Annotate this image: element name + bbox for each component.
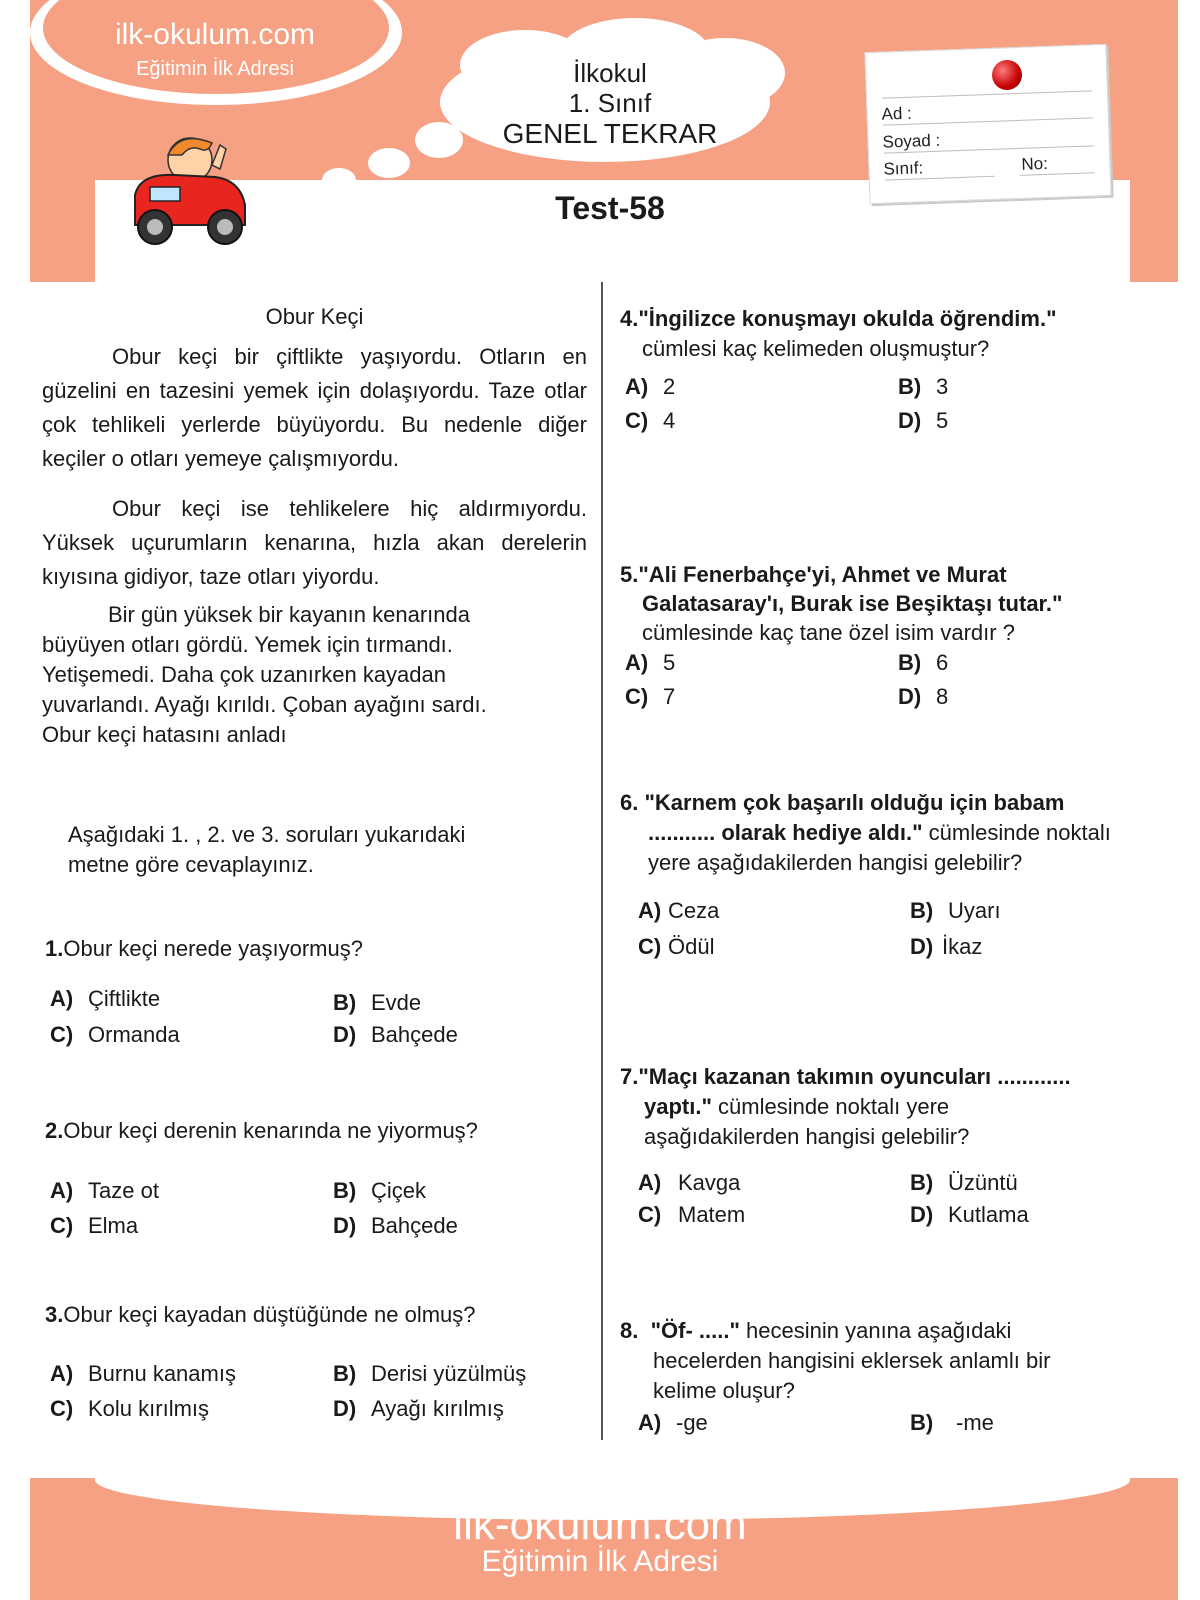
passage-line: büyüyen otları gördü. Yemek için tırmandı. bbox=[42, 632, 453, 657]
option-text: Taze ot bbox=[88, 1178, 159, 1203]
push-pin-icon bbox=[992, 60, 1022, 90]
option-text: Bahçede bbox=[371, 1022, 458, 1047]
thought-puff bbox=[286, 188, 314, 208]
option-b[interactable] bbox=[898, 650, 948, 676]
option-letter: C) bbox=[638, 1202, 662, 1227]
footer-site[interactable]: ilk-okulum.com bbox=[453, 1500, 747, 1549]
option-letter: C) bbox=[50, 1213, 74, 1238]
question-number: 1. bbox=[45, 936, 64, 961]
question-6 bbox=[620, 788, 1180, 878]
school-level: İlkokul bbox=[573, 58, 647, 88]
column-divider bbox=[601, 282, 603, 1456]
option-letter: D) bbox=[910, 934, 934, 959]
option-text: 6 bbox=[936, 650, 949, 675]
option-a[interactable] bbox=[638, 1410, 708, 1436]
option-a[interactable] bbox=[638, 1170, 740, 1196]
question-text: aşağıdakilerden hangisi gelebilir? bbox=[644, 1124, 970, 1149]
card-line bbox=[882, 90, 1092, 98]
option-a[interactable] bbox=[625, 650, 675, 676]
question-2 bbox=[45, 1116, 478, 1146]
question-number: 8. bbox=[620, 1318, 639, 1343]
option-text: Üzüntü bbox=[948, 1170, 1018, 1195]
option-letter: A) bbox=[625, 650, 649, 675]
option-letter: D) bbox=[333, 1022, 357, 1047]
option-letter: A) bbox=[625, 374, 649, 399]
option-text: Bahçede bbox=[371, 1213, 458, 1238]
question-text: hecesinin yanına aşağıdaki bbox=[746, 1318, 1012, 1343]
option-b[interactable] bbox=[910, 898, 1001, 924]
question-number: 5. bbox=[620, 562, 639, 587]
option-text: Matem bbox=[678, 1202, 746, 1227]
logo-text: ilk-okulum.com bbox=[114, 18, 316, 51]
reading-passage bbox=[42, 300, 587, 610]
option-text: Kutlama bbox=[948, 1202, 1029, 1227]
question-text: cümlesinde noktalı bbox=[928, 820, 1111, 845]
option-letter: B) bbox=[333, 1178, 357, 1203]
passage-line: yuvarlandı. Ayağı kırıldı. Çoban ayağını sardı. bbox=[42, 692, 487, 717]
question-text: Obur keçi nerede yaşıyormuş? bbox=[63, 936, 363, 961]
question-text: kelime oluşur? bbox=[653, 1378, 795, 1403]
option-c[interactable] bbox=[638, 934, 714, 960]
question-number: 3. bbox=[45, 1302, 64, 1327]
option-text: İkaz bbox=[942, 934, 983, 959]
instruction-line: metne göre cevaplayınız. bbox=[68, 852, 314, 877]
option-letter: A) bbox=[638, 898, 662, 923]
instruction-line: Aşağıdaki 1. , 2. ve 3. soruları yukarıdaki bbox=[68, 822, 466, 847]
option-letter: B) bbox=[333, 990, 357, 1015]
option-letter: C) bbox=[638, 934, 662, 959]
passage-line: Yetişemedi. Daha çok uzanırken kayadan bbox=[42, 662, 446, 687]
option-letter: C) bbox=[625, 408, 649, 433]
option-a[interactable] bbox=[625, 374, 675, 400]
option-letter: C) bbox=[50, 1396, 74, 1421]
option-text: 2 bbox=[663, 374, 676, 399]
question-quote: "Maçı kazanan takımın oyuncuları ............ bbox=[638, 1064, 1071, 1089]
option-text: Kolu kırılmış bbox=[88, 1396, 210, 1421]
option-letter: A) bbox=[50, 1178, 74, 1203]
question-quote: yaptı." bbox=[644, 1094, 712, 1119]
option-letter: B) bbox=[898, 374, 922, 399]
question-number: 6. bbox=[620, 790, 639, 815]
option-letter: B) bbox=[333, 1361, 357, 1386]
passage-line: Obur keçi hatasını anladı bbox=[42, 722, 287, 747]
option-b[interactable] bbox=[898, 374, 948, 400]
question-text: Obur keçi kayadan düştüğünde ne olmuş? bbox=[63, 1302, 476, 1327]
option-text: Ceza bbox=[668, 898, 720, 923]
option-c[interactable] bbox=[50, 1022, 180, 1048]
option-text: Evde bbox=[371, 990, 422, 1015]
option-text: Uyarı bbox=[948, 898, 1001, 923]
option-text: Çiçek bbox=[371, 1178, 427, 1203]
option-text: -me bbox=[956, 1410, 994, 1435]
worksheet-title: GENEL TEKRAR bbox=[502, 118, 718, 149]
option-text: Burnu kanamış bbox=[88, 1361, 236, 1386]
option-d[interactable] bbox=[910, 1202, 1029, 1228]
option-c[interactable] bbox=[50, 1213, 138, 1239]
option-text: Çiftlikte bbox=[88, 986, 161, 1011]
question-quote: "Ali Fenerbahçe'yi, Ahmet ve Murat bbox=[638, 562, 1007, 587]
option-letter: B) bbox=[910, 898, 934, 923]
car-illustration bbox=[120, 125, 260, 255]
option-a[interactable] bbox=[50, 1178, 159, 1204]
option-letter: B) bbox=[910, 1410, 934, 1435]
option-text: Elma bbox=[88, 1213, 139, 1238]
question-quote: ........... olarak hediye aldı." bbox=[648, 820, 923, 845]
question-5 bbox=[620, 560, 1180, 647]
option-text: Ormanda bbox=[88, 1022, 180, 1047]
option-letter: D) bbox=[333, 1396, 357, 1421]
question-text: yere aşağıdakilerden hangisi gelebilir? bbox=[648, 850, 1023, 875]
option-d[interactable] bbox=[898, 684, 948, 710]
option-letter: D) bbox=[898, 684, 922, 709]
footer-subtitle: Eğitimin İlk Adresi bbox=[481, 1545, 719, 1578]
question-text: hecelerden hangisini eklersek anlamlı bir bbox=[653, 1348, 1051, 1373]
question-1 bbox=[45, 934, 363, 964]
question-quote: "Öf- ....." bbox=[650, 1318, 740, 1343]
passage-paragraph: Obur keçi bir çiftlikte yaşıyordu. Otların en güzelini en tazesini yemek için dolaşıyordu. Taze otlar çok tehlikeli yerlerde büyüyordu. Bu nedenle diğer keçiler o otları yemeye çalışmıyordu. bbox=[42, 344, 587, 471]
thought-puff bbox=[258, 205, 280, 221]
option-c[interactable] bbox=[638, 1202, 745, 1228]
passage-title: Obur Keçi bbox=[265, 304, 364, 329]
passage-paragraph bbox=[42, 600, 587, 750]
surname-label: Soyad : bbox=[882, 130, 941, 152]
question-3 bbox=[45, 1300, 476, 1330]
option-text: -ge bbox=[676, 1410, 708, 1435]
option-a[interactable] bbox=[638, 898, 719, 924]
option-letter: C) bbox=[50, 1022, 74, 1047]
question-quote: Galatasaray'ı, Burak ise Beşiktaşı tutar." bbox=[642, 591, 1063, 616]
question-7 bbox=[620, 1062, 1180, 1152]
thought-puff bbox=[322, 168, 356, 192]
option-b[interactable] bbox=[333, 1178, 426, 1204]
test-number: Test-58 bbox=[555, 190, 665, 226]
question-number: 2. bbox=[45, 1118, 64, 1143]
option-b[interactable] bbox=[910, 1410, 994, 1436]
option-text: 4 bbox=[663, 408, 676, 433]
option-letter: B) bbox=[898, 650, 922, 675]
logo-subtitle: Eğitimin İlk Adresi bbox=[136, 58, 294, 80]
option-b[interactable] bbox=[333, 990, 421, 1016]
question-8 bbox=[620, 1316, 1180, 1406]
option-text: 5 bbox=[663, 650, 676, 675]
option-d[interactable] bbox=[910, 934, 982, 960]
option-text: 8 bbox=[936, 684, 949, 709]
option-letter: D) bbox=[898, 408, 922, 433]
question-number: 7. bbox=[620, 1064, 639, 1089]
option-c[interactable] bbox=[625, 408, 675, 434]
option-text: Ayağı kırılmış bbox=[371, 1396, 504, 1421]
question-quote: "Karnem çok başarılı olduğu için babam bbox=[644, 790, 1065, 815]
question-text: cümlesinde noktalı yere bbox=[718, 1094, 950, 1119]
option-letter: A) bbox=[638, 1410, 662, 1435]
option-d[interactable] bbox=[333, 1213, 458, 1239]
option-letter: A) bbox=[50, 1361, 74, 1386]
thought-puff bbox=[368, 148, 410, 178]
question-text: cümlesinde kaç tane özel isim vardır ? bbox=[642, 620, 1015, 645]
option-d[interactable] bbox=[898, 408, 948, 434]
option-text: Derisi yüzülmüş bbox=[371, 1361, 527, 1386]
option-text: Kavga bbox=[678, 1170, 741, 1195]
card-line bbox=[883, 117, 1093, 125]
question-text: cümlesi kaç kelimeden oluşmuştur? bbox=[642, 336, 990, 361]
passage-line: Bir gün yüksek bir kayanın kenarında bbox=[108, 602, 470, 627]
question-text: Obur keçi derenin kenarında ne yiyormuş? bbox=[63, 1118, 478, 1143]
option-letter: B) bbox=[910, 1170, 934, 1195]
option-d[interactable] bbox=[333, 1396, 504, 1422]
passage-paragraph: Obur keçi ise tehlikelere hiç aldırmıyordu. Yüksek uçurumların kenarına, hızla akan derelerin kıyısına gidiyor, taze otları yiyordu. bbox=[42, 496, 587, 589]
option-b[interactable] bbox=[910, 1170, 1018, 1196]
option-letter: A) bbox=[50, 986, 74, 1011]
option-letter: A) bbox=[638, 1170, 662, 1195]
option-b[interactable] bbox=[333, 1361, 526, 1387]
option-text: 5 bbox=[936, 408, 949, 433]
option-letter: D) bbox=[910, 1202, 934, 1227]
option-text: 7 bbox=[663, 684, 676, 709]
student-info-card bbox=[864, 44, 1111, 204]
name-label: Ad : bbox=[881, 103, 913, 124]
question-quote: "İngilizce konuşmayı okulda öğrendim." bbox=[638, 306, 1057, 331]
option-c[interactable] bbox=[625, 684, 675, 710]
option-text: 3 bbox=[936, 374, 949, 399]
question-4 bbox=[620, 304, 1180, 364]
grade-level: 1. Sınıf bbox=[568, 88, 652, 118]
option-c[interactable] bbox=[50, 1396, 209, 1422]
question-number: 4. bbox=[620, 306, 639, 331]
class-label: Sınıf: bbox=[883, 158, 924, 179]
option-a[interactable] bbox=[50, 986, 160, 1012]
number-label: No: bbox=[1021, 153, 1049, 174]
option-letter: C) bbox=[625, 684, 649, 709]
option-text: Ödül bbox=[668, 934, 715, 959]
option-d[interactable] bbox=[333, 1022, 458, 1048]
instruction bbox=[68, 820, 465, 880]
option-a[interactable] bbox=[50, 1361, 236, 1387]
option-letter: D) bbox=[333, 1213, 357, 1238]
